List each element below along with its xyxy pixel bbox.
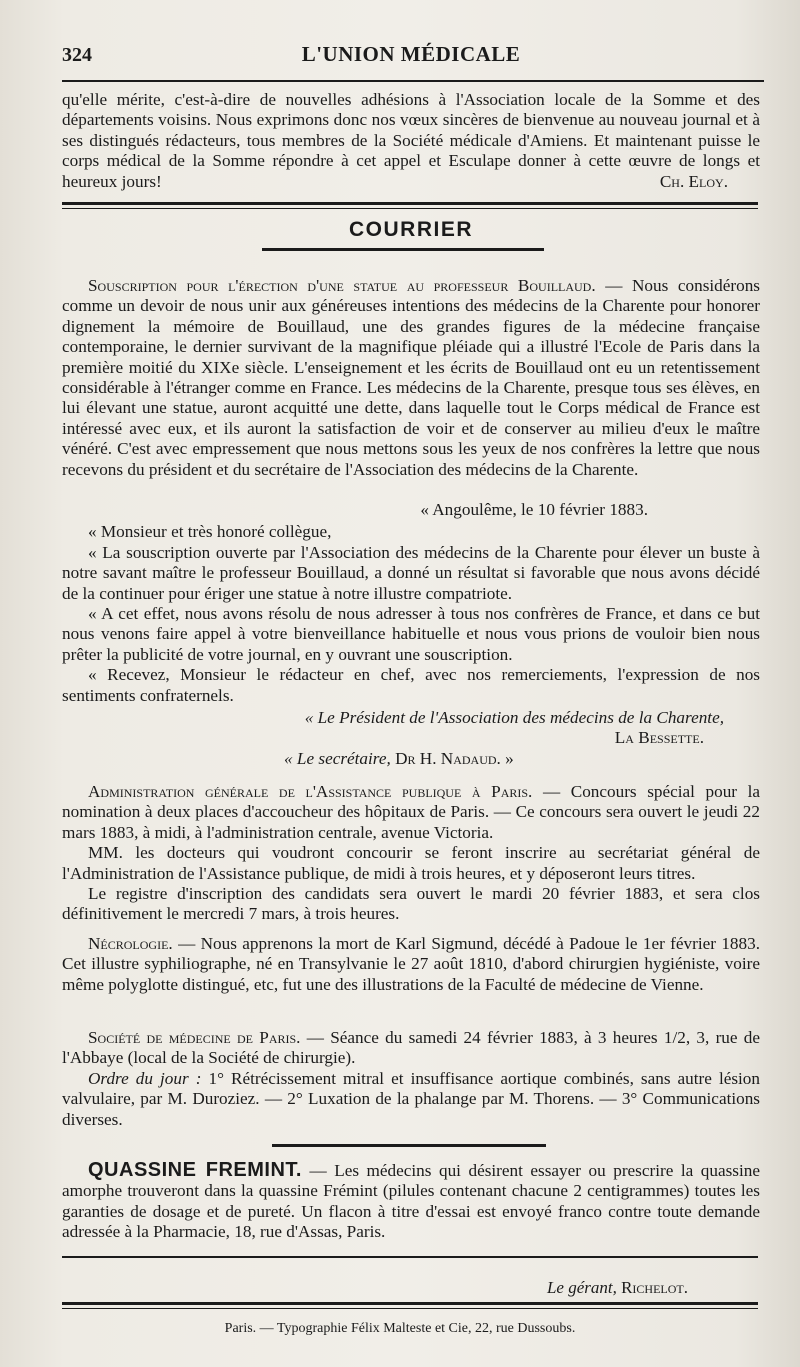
section-title-underline (262, 248, 544, 251)
intro-signature: Ch. Eloy. (659, 172, 728, 192)
letter-paragraph: « La souscription ouverte par l'Association des médecins de la Charente pour élever un buste à notre savant maître le professeur Bouillaud, a donné un résultat si favorable que nous avons décidé de la continuer pour ériger une statue à notre illustre compatriote. (62, 542, 760, 603)
advertisement-rule (272, 1144, 546, 1147)
administration-paragraph: Administration générale de l'Assistance publique à Paris. — Concours spécial pour la nomination à deux places d'accoucheur des hôpitaux de Paris. — Ce concours sera ouvert le jeudi 22 mars 1883, à midi, à l'administration centrale, avenue Victoria. (62, 782, 761, 842)
administration-heading: Administration générale de l'Assistance publique à Paris. (88, 782, 533, 801)
necrologie-heading: Nécrologie. (88, 934, 173, 953)
administration-block (62, 782, 760, 925)
advertisement-paragraph: QUASSINE FREMINT. — Les médecins qui désirent essayer ou prescrire la quassine amorphe trouveront dans la quassine Frémint (pilules contenant chacune 2 centigrammes) toutes les garanties de dosage et de pureté. Un flacon à titre d'essai est envoyé franco contre toute demande adressée à la Pharmacie, 18, rue d'Assas, Paris. (62, 1159, 760, 1242)
advertisement-product-name: QUASSINE FREMINT. (88, 1159, 302, 1181)
administration-paragraph: MM. les docteurs qui voudront concourir se feront inscrire au secrétariat général de l'Administration de l'Assistance publique, de midi à trois heures, et y déposeront leurs titres. (62, 843, 760, 883)
letter-paragraph: « Recevez, Monsieur le rédacteur en chef, avec nos remerciements, l'expression de nos sentiments confraternels. (62, 665, 760, 705)
advertisement-block (62, 1160, 760, 1243)
footer-rule-bottom (62, 1302, 758, 1305)
administration-paragraph: Le registre d'inscription des candidats sera ouvert le mardi 20 février 1883, et sera clos définitivement le mercredi 7 mars, à trois heures. (62, 884, 760, 924)
letter-secretary-title: « Le secrétaire, (284, 748, 391, 768)
footer-rule-top (62, 1256, 758, 1258)
letter-secretary (62, 749, 760, 769)
section-title: COURRIER (348, 218, 473, 241)
necrologie-paragraph: Nécrologie. — Nous apprenons la mort de Karl Sigmund, décédé à Padoue le 1er février 1883. Cet illustre syphiliographe, né en Transylvanie le 27 août 1810, d'abord chirurgien hygiéniste, voire même polyglotte distingué, etc, fut une des illustrations de la Faculté de médecine de Vienne. (62, 934, 761, 994)
section-double-rule-bottom (62, 208, 758, 209)
manager-name: Richelot. (621, 1278, 688, 1297)
souscription-paragraph (62, 276, 760, 480)
souscription-block (62, 276, 760, 480)
footer-rule-bottom-thin (62, 1308, 758, 1309)
page-number: 324 (62, 44, 92, 66)
page-header (62, 40, 760, 80)
manager-signature (547, 1278, 688, 1298)
letter-president-title: « Le Président de l'Association des médecins de la Charente, (304, 708, 724, 728)
societe-block (62, 1028, 760, 1130)
souscription-heading: Souscription pour l'érection d'une statue au professeur Bouillaud. (88, 276, 596, 295)
section-double-rule-top (62, 202, 758, 205)
intro-paragraph: qu'elle mérite, c'est-à-dire de nouvelles adhésions à l'Association locale de la Somme et des départements voisins. Nous exprimons donc nos vœux sincères de bienvenue au nouveau journal et à ses distingués rédacteurs, tous membres de la Société médicale d'Amiens. Et maintenant puisse le corps médical de la Somme répondre à cet appel et Esculape donner à cette œuvre de longs et heureux jours! (62, 90, 760, 191)
letter-block (62, 500, 760, 769)
printer-line: Paris. — Typographie Félix Malteste et Cie, 22, rue Dussoubs. (224, 1321, 576, 1336)
letter-paragraph: « A cet effet, nous avons résolu de nous adresser à tous nos confrères de France, et dans ce but nous venons faire appel à votre bienveillance habituelle et nous vous prions de vouloir bien nous prêter la publicité de votre journal, en y ouvrant une souscription. (62, 604, 760, 664)
societe-paragraph: Société de médecine de Paris. — Séance du samedi 24 février 1883, à 3 heures 1/2, 3, rue de l'Abbaye (local de la Société de chirurgie). (62, 1028, 761, 1068)
letter-president-name: La Bessette. (614, 728, 704, 748)
necrologie-block (62, 934, 760, 995)
letter-salutation: « Monsieur et très honoré collègue, (88, 522, 332, 542)
manager-label: Le gérant, (546, 1278, 617, 1297)
journal-title: L'UNION MÉDICALE (301, 42, 521, 66)
intro-paragraph-block (62, 90, 760, 192)
ordre-du-jour-label: Ordre du jour : (88, 1068, 202, 1088)
letter-secretary-name: Dr H. Nadaud. » (395, 748, 514, 768)
societe-ordre-du-jour: Ordre du jour : 1° Rétrécissement mitral et insuffisance aortique combinés, sans autre lésion valvulaire, par M. Duroziez. — 2° Luxation de la phalange par M. Thorens. — 3° Communications diverses. (62, 1068, 760, 1129)
societe-heading: Société de médecine de Paris. (88, 1028, 301, 1047)
letter-dateline: « Angoulême, le 10 février 1883. (420, 500, 648, 519)
header-rule (62, 80, 764, 82)
souscription-body: — Nous considérons comme un devoir de nous unir aux généreuses intentions des médecins de la Charente pour honorer dignement la mémoire de Bouillaud, une des grandes figures de la médecine française contemporaine, le dernier survivant de la magnifique pléiade qui a illustré l'Ecole de Paris dans la première moitié du XIXe siècle. L'enseignement et les écrits de Bouillaud ont eu un retentissement considérable à l'étranger comme en France. Les médecins de la Charente, presque tous ses élèves, en lui élevant une statue, auront acquitté une dette, dans laquelle tout le Corps médical de France est intéressé avec eux, et ils auront la satisfaction de voir et de conserver au milieu d'eux le maître vénéré. C'est avec empressement que nous mettons sous les yeux de nos confrères la lettre que nous recevons du président et du secrétaire de l'Association des médecins de la Charente. (62, 276, 760, 479)
